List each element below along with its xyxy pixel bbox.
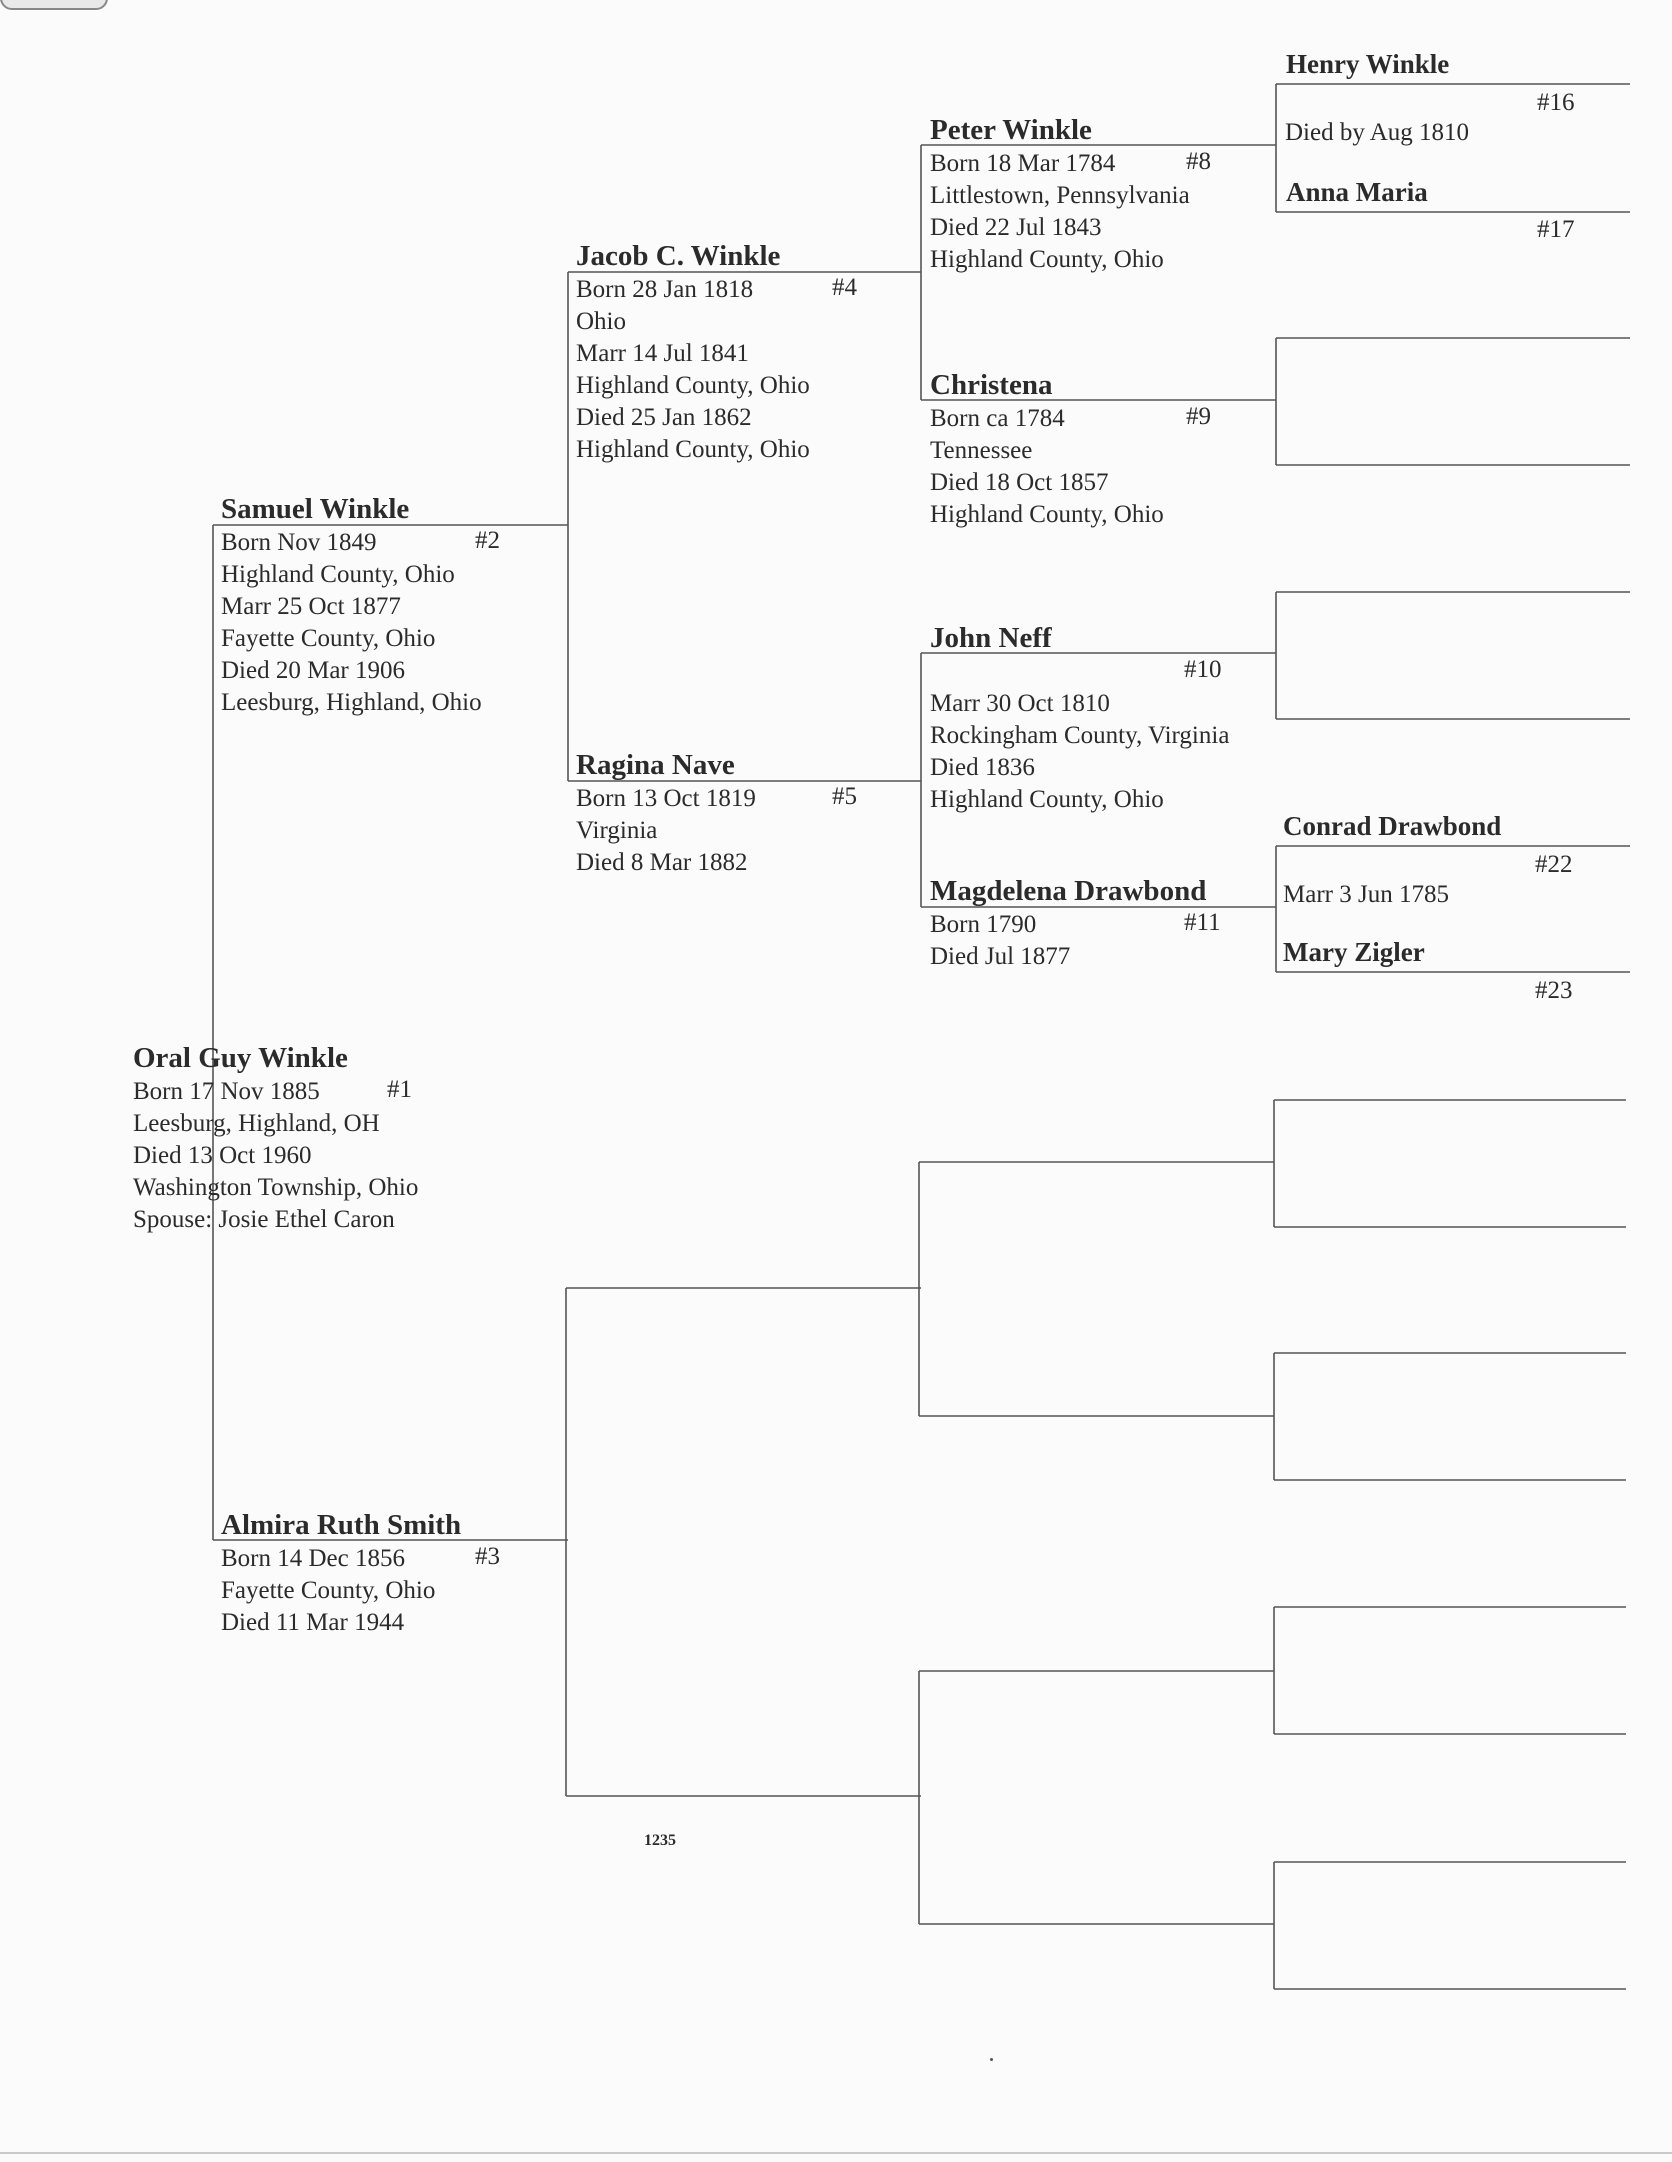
person-name: Oral Guy Winkle — [133, 1042, 348, 1075]
person-name: Peter Winkle — [930, 114, 1092, 147]
person-22-name: Conrad Drawbond — [1283, 811, 1502, 841]
person-detail-line: Virginia — [576, 817, 658, 844]
person-detail-line: Highland County, Ohio — [221, 561, 455, 588]
person-4-jacob-c-winkle — [576, 240, 857, 466]
person-17-number: #17 — [1537, 216, 1575, 243]
person-detail-line: Marr 25 Oct 1877 — [221, 593, 401, 620]
person-detail-line: Born Nov 1849 — [221, 529, 377, 556]
person-22-number: #22 — [1535, 851, 1573, 878]
person-name: Jacob C. Winkle — [576, 240, 781, 273]
person-number: #2 — [475, 527, 500, 554]
person-detail-line: Born 17 Nov 1885 — [133, 1078, 320, 1105]
person-detail-line: Died 1836 — [930, 754, 1035, 781]
person-23-number: #23 — [1535, 977, 1573, 1004]
person-8-peter-winkle — [930, 114, 1211, 276]
person-detail-line: Died 25 Jan 1862 — [576, 404, 752, 431]
person-number: #1 — [387, 1076, 412, 1103]
person-detail-line: Fayette County, Ohio — [221, 1577, 436, 1604]
person-name: Ragina Nave — [576, 749, 735, 782]
person-name: Samuel Winkle — [221, 493, 410, 526]
person-detail-line: Highland County, Ohio — [576, 372, 810, 399]
person-number: #5 — [832, 783, 857, 810]
person-9-christena — [930, 369, 1211, 531]
person-detail-line: Died 22 Jul 1843 — [930, 214, 1102, 241]
person-name: Christena — [930, 369, 1053, 402]
person-number: #9 — [1186, 403, 1211, 430]
person-detail-line: Leesburg, Highland, Ohio — [221, 689, 482, 716]
person-name: Almira Ruth Smith — [221, 1509, 462, 1542]
person-2-samuel-winkle — [221, 493, 500, 719]
person-detail-line: Died 18 Oct 1857 — [930, 469, 1109, 496]
person-detail-line: Died 11 Mar 1944 — [221, 1609, 405, 1636]
scan-speck — [990, 2058, 993, 2061]
person-detail-line: Highland County, Ohio — [930, 501, 1164, 528]
person-number: #4 — [832, 274, 857, 301]
person-detail-line: Died 8 Mar 1882 — [576, 849, 748, 876]
person-1-oral-guy-winkle — [133, 1042, 419, 1236]
person-detail-line: Born 18 Mar 1784 — [930, 150, 1116, 177]
person-17-name: Anna Maria — [1286, 177, 1428, 207]
person-detail-line: Ohio — [576, 308, 626, 335]
person-22-detail: Marr 3 Jun 1785 — [1283, 881, 1449, 908]
person-detail-line: Rockingham County, Virginia — [930, 722, 1230, 749]
person-detail-line: Fayette County, Ohio — [221, 625, 436, 652]
person-detail-line: Leesburg, Highland, OH — [133, 1110, 380, 1137]
person-3-almira-ruth-smith — [221, 1509, 500, 1639]
person-11-magdelena-drawbond — [930, 875, 1221, 973]
person-detail-line: Highland County, Ohio — [576, 436, 810, 463]
person-detail-line: Died Jul 1877 — [930, 943, 1071, 970]
person-name: John Neff — [930, 622, 1052, 655]
person-detail-line: Born 28 Jan 1818 — [576, 276, 754, 303]
person-name: Magdelena Drawbond — [930, 875, 1207, 908]
person-16-number: #16 — [1537, 89, 1575, 116]
person-detail-line: Born 1790 — [930, 911, 1037, 938]
person-detail-line: Tennessee — [930, 437, 1033, 464]
person-5-ragina-nave — [576, 749, 857, 879]
person-detail-line: Born 14 Dec 1856 — [221, 1545, 405, 1572]
person-number: #10 — [1184, 656, 1222, 683]
person-number: #3 — [475, 1543, 500, 1570]
person-detail-line: Died 20 Mar 1906 — [221, 657, 405, 684]
person-detail-line: Died 13 Oct 1960 — [133, 1142, 312, 1169]
scan-bottom-edge — [0, 2152, 1672, 2154]
person-number: #8 — [1186, 148, 1211, 175]
person-23-name: Mary Zigler — [1283, 937, 1425, 967]
person-detail-line: Littlestown, Pennsylvania — [930, 182, 1190, 209]
person-detail-line: Highland County, Ohio — [930, 246, 1164, 273]
person-detail-line: Washington Township, Ohio — [133, 1174, 419, 1201]
person-number: #11 — [1184, 909, 1221, 936]
person-detail-line: Born ca 1784 — [930, 405, 1065, 432]
person-10-john-neff — [930, 622, 1230, 816]
person-detail-line: Highland County, Ohio — [930, 786, 1164, 813]
person-detail-line: Born 13 Oct 1819 — [576, 785, 756, 812]
person-16-detail: Died by Aug 1810 — [1285, 119, 1470, 146]
person-detail-line: Spouse: Josie Ethel Caron — [133, 1206, 395, 1233]
person-detail-line: Marr 14 Jul 1841 — [576, 340, 749, 367]
person-detail-line: Marr 30 Oct 1810 — [930, 690, 1110, 717]
person-16-name: Henry Winkle — [1286, 49, 1450, 79]
page-number: 1235 — [644, 1832, 676, 1849]
